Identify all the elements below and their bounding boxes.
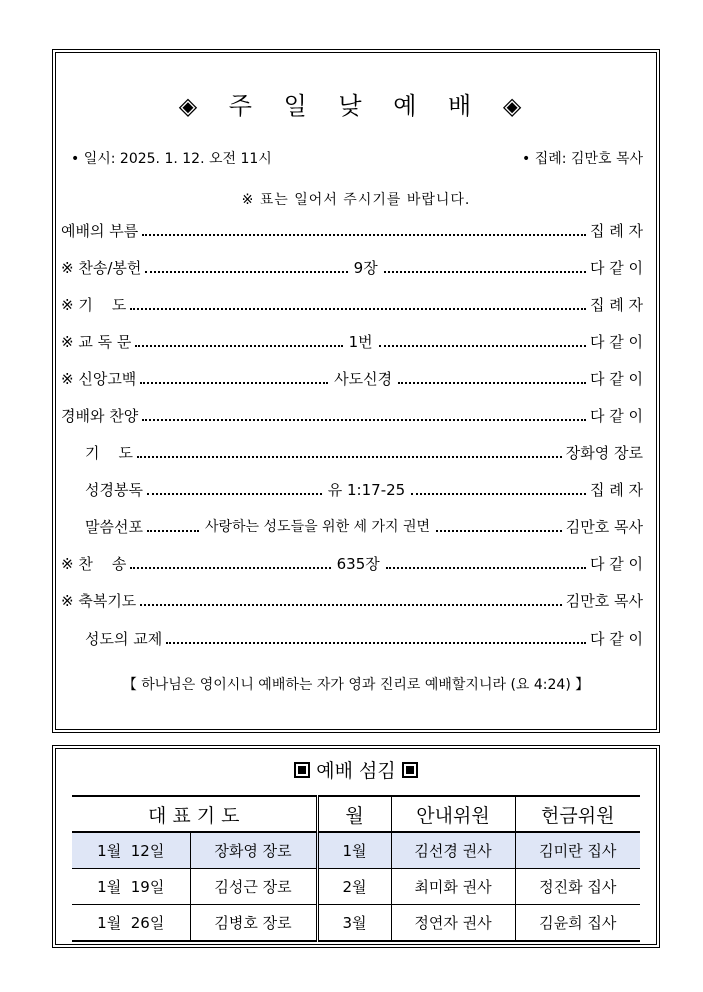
order-role: 김만호 목사 [565, 591, 643, 610]
order-role: 다 같 이 [589, 332, 643, 351]
order-label: 기 도 [85, 443, 134, 462]
order-role: 다 같 이 [590, 258, 644, 277]
order-item [61, 256, 643, 278]
prayer-leader: 김병호 장로 [190, 905, 317, 942]
order-item [61, 627, 643, 649]
order-item [61, 589, 643, 611]
order-label: ※ 찬 송 [61, 554, 127, 573]
worship-order-box [52, 49, 660, 733]
order-role: 다 같 이 [589, 629, 643, 648]
order-label: ※ 신앙고백 [61, 369, 137, 388]
usher-cell: 정연자 권사 [391, 905, 515, 942]
order-label: 성도의 교제 [85, 629, 163, 648]
service-title-row [53, 756, 659, 783]
prayer-date: 1월 26일 [72, 905, 190, 942]
square-bullet-icon [402, 762, 418, 778]
worship-presider: • 집례: 김만호 목사 [522, 151, 643, 167]
order-item [61, 293, 643, 315]
order-role: 김만호 목사 [565, 517, 643, 536]
usher-cell: 최미화 권사 [391, 869, 515, 905]
worship-date: • 일시: 2025. 1. 12. 오전 11시 [71, 151, 272, 167]
order-item [61, 367, 643, 389]
order-item [61, 219, 643, 241]
order-label: 말씀선포 [85, 517, 143, 536]
prayer-date: 1월 19일 [72, 869, 190, 905]
header-offering: 헌금위원 [515, 796, 640, 832]
worship-title: ◈ 주 일 낮 예 배 ◈ [178, 92, 534, 120]
service-table [72, 795, 640, 942]
order-role: 다 같 이 [589, 369, 643, 388]
standing-notice: ※ 표는 일어서 주시기를 바랍니다. [241, 192, 471, 208]
sermon-title: 사랑하는 성도들을 위한 세 가지 권면 [204, 519, 431, 535]
prayer-leader: 김성근 장로 [190, 869, 317, 905]
order-item [61, 441, 643, 463]
table-row [72, 832, 640, 869]
order-role: 집 례 자 [589, 480, 643, 499]
order-role: 다 같 이 [589, 554, 643, 573]
order-detail: 1번 [348, 332, 373, 351]
scripture-verse: 【 하나님은 영이시니 예배하는 자가 영과 진리로 예배할지니라 (요 4:24) 】 [122, 677, 590, 693]
offering-cell: 김미란 집사 [515, 832, 640, 869]
order-label: ※ 축복기도 [61, 591, 137, 610]
order-role: 장화영 장로 [565, 443, 643, 462]
table-row [72, 905, 640, 942]
service-title: 예배 섬김 [316, 760, 396, 782]
order-detail: 사도신경 [334, 369, 393, 388]
service-schedule-box [52, 745, 660, 948]
order-item [61, 552, 643, 574]
order-detail: 유 1:17-25 [327, 480, 406, 499]
order-item [61, 330, 643, 352]
square-bullet-icon [294, 762, 310, 778]
order-role: 집 례 자 [589, 295, 643, 314]
order-item [61, 404, 643, 426]
prayer-leader: 장화영 장로 [190, 832, 317, 869]
month-cell: 1월 [317, 832, 391, 869]
order-role: 집 례 자 [589, 221, 643, 240]
order-label: 성경봉독 [85, 480, 143, 499]
offering-cell: 김윤희 집사 [515, 905, 640, 942]
order-role: 다 같 이 [589, 406, 643, 425]
usher-cell: 김선경 권사 [391, 832, 515, 869]
month-cell: 2월 [317, 869, 391, 905]
header-prayer: 대 표 기 도 [72, 796, 317, 832]
month-cell: 3월 [317, 905, 391, 942]
order-label: ※ 찬송/봉헌 [61, 258, 142, 277]
table-header-row [72, 796, 640, 832]
order-detail: 9장 [353, 258, 378, 277]
prayer-date: 1월 12일 [72, 832, 190, 869]
order-item [61, 515, 643, 537]
table-row [72, 869, 640, 905]
header-usher: 안내위원 [391, 796, 515, 832]
order-label: 경배와 찬양 [61, 406, 139, 425]
offering-cell: 정진화 집사 [515, 869, 640, 905]
order-label: ※ 교 독 문 [61, 332, 132, 351]
order-item [61, 478, 643, 500]
order-label: ※ 기 도 [61, 295, 127, 314]
order-label: 예배의 부름 [61, 221, 139, 240]
header-month: 월 [317, 796, 391, 832]
order-detail: 635장 [336, 554, 380, 573]
